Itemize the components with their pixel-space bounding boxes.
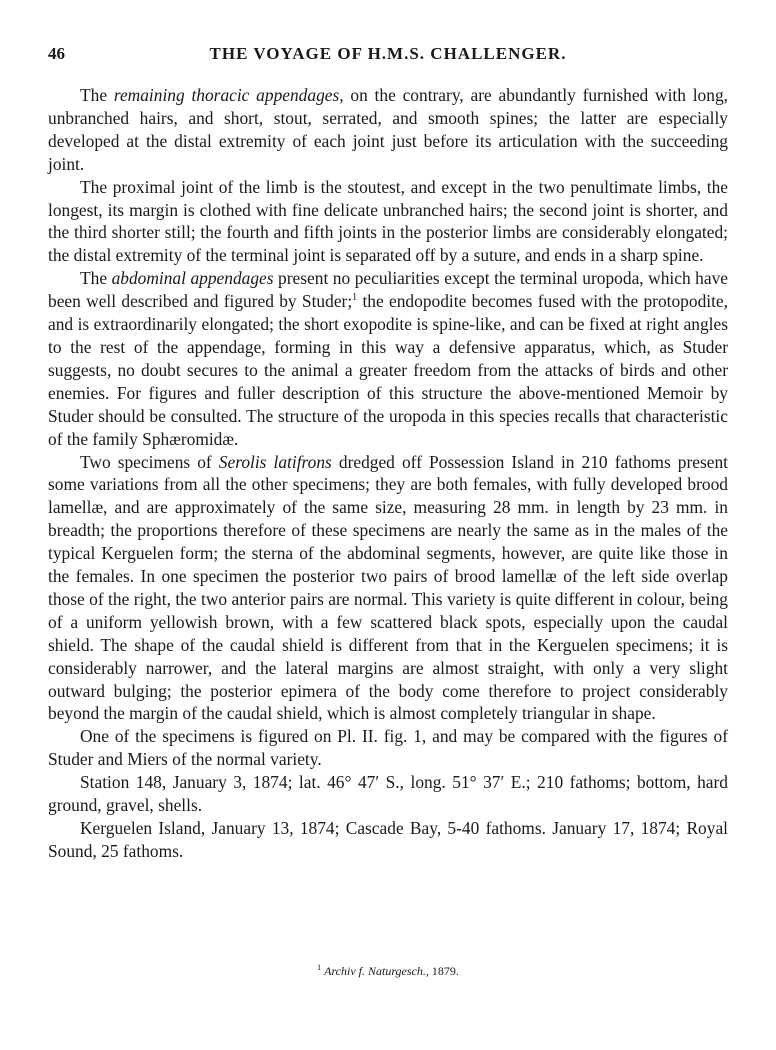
footnote-reference[interactable]: 1	[352, 292, 358, 304]
italic-term: abdominal appendages	[111, 268, 274, 289]
paragraph-kerguelen-island	[48, 817, 728, 863]
paragraph-text: One of the specimens is figured on Pl. II. fig. 1, and may be compared with the figures of Studer and Miers of the normal variety.	[48, 726, 728, 770]
paragraph-serolis-latifrons	[48, 451, 728, 726]
species-name: Serolis latifrons	[218, 451, 332, 472]
page-number: 46	[48, 44, 65, 63]
paragraph-text: the endopodite becomes fused with the protopodite, and is extraordinarily elongated; the short exopodite is spine-like, and can be fixed at right angles to the rest of the appendage, forming in this way a defensive apparatus, which, as Studer suggests, no doubt secures to the animal a greater freedom from the attacks of birds and other enemies. For figures and fuller description of this structure the above-mentioned Memoir by Studer should be consulted. The structure of the uropoda in this species recalls that characteristic of the family Sphæromidæ.	[48, 291, 728, 449]
body-text	[48, 84, 728, 863]
paragraph-text: The proximal joint of the limb is the stoutest, and except in the two penultimate limbs, the longest, its margin is clothed with fine delicate unbranched hairs; the second joint is shorter, and the third shorter still; the fourth and fifth joints in the posterior limbs are considerably elongated; the distal extremity of the terminal joint is separated off by a suture, and ends in a sharp spine.	[48, 176, 728, 266]
footnote	[0, 964, 776, 979]
paragraph-text: Two specimens of	[80, 451, 219, 472]
footnote-citation: Archiv f. Naturgesch.	[324, 964, 426, 978]
paragraph-text: present no peculiarities except the terminal uropoda, which have been well described and figured by Studer;	[48, 268, 728, 312]
footnote-mark: 1	[317, 963, 322, 972]
paragraph-text: The	[80, 268, 112, 289]
running-title: THE VOYAGE OF H.M.S. CHALLENGER.	[209, 44, 567, 63]
italic-term: remaining thoracic appendages,	[113, 85, 344, 105]
paragraph-text: Station 148, January 3, 1874; lat. 46° 47′ S., long. 51° 37′ E.; 210 fathoms; bottom, hard ground, gravel, shells.	[48, 772, 728, 816]
paragraph-abdominal-appendages	[48, 267, 728, 450]
paragraph-proximal-joint	[48, 176, 728, 268]
paragraph-station-148	[48, 771, 728, 817]
paragraph-figure-reference	[48, 725, 728, 771]
footnote-text: , 1879.	[425, 964, 459, 978]
page-header	[48, 44, 728, 68]
paragraph-text: The	[80, 85, 114, 105]
paragraph-text: Kerguelen Island, January 13, 1874; Cascade Bay, 5-40 fathoms. January 17, 1874; Royal Sound, 25 fathoms.	[48, 818, 728, 861]
paragraph-text: on the contrary, are abundantly furnished with long, unbranched hairs, and short, stout, serrated, and smooth spines; the latter are especially developed at the distal extremity of each joint just before its articulation with the succeeding joint.	[48, 85, 728, 174]
paragraph-thoracic-appendages	[48, 84, 728, 176]
paragraph-text: dredged off Possession Island in 210 fathoms present some variations from all the other specimens; they are both females, with fully developed brood lamellæ, and are approximately of the same size, measuring 28 mm. in length by 23 mm. in breadth; the proportions therefore of these specimens are nearly the same as in the males of the typical Kerguelen form; the sterna of the abdominal segments, however, are quite like those in the females. In one specimen the posterior two pairs of brood lamellæ of the left side overlap those of the right, the two anterior pairs are normal. This variety is quite different in colour, being of a uniform yellowish brown, with a few scattered black spots, especially upon the caudal shield. The shape of the caudal shield is different from that in the Kerguelen specimens; it is considerably narrower, and the lateral margins are almost straight, with only a very slight outward bulging; the posterior epimera of the body come therefore to project considerably beyond the margin of the caudal shield, which is almost completely triangular in shape.	[48, 451, 728, 724]
